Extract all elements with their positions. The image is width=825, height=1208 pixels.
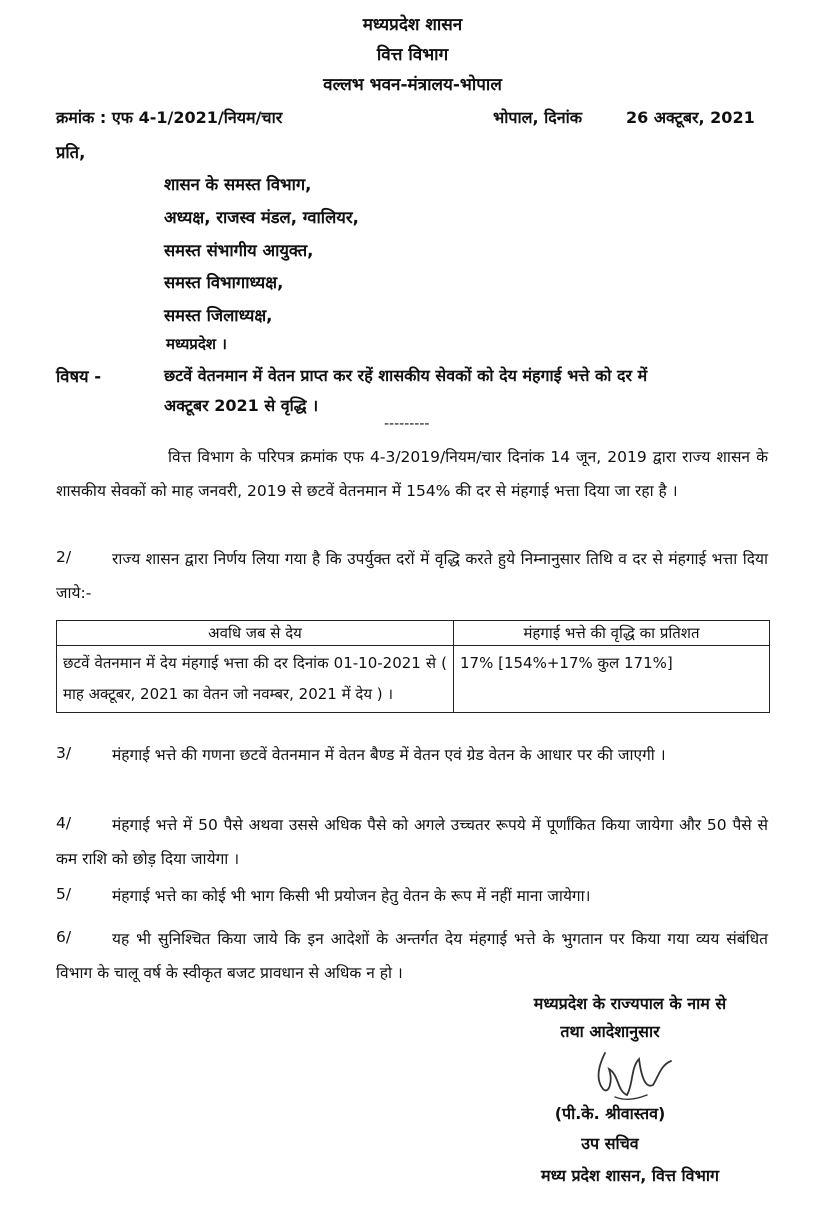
header-line-2: वित्त विभाग <box>376 45 449 65</box>
paragraph-5: मंहगाई भत्ते का कोई भी भाग किसी भी प्रयोजन हेतु वेतन के रूप में नहीं माना जायेगा। <box>112 887 591 905</box>
signature-authority-line-2: तथा आदेशानुसार <box>560 1022 660 1041</box>
recipient-6: मध्यप्रदेश । <box>166 335 227 353</box>
subject-divider: --------- <box>384 416 430 432</box>
reference-number: क्रमांक : एफ 4-1/2021/नियम/चार <box>56 108 283 127</box>
table-header-row <box>57 621 770 646</box>
paragraph-1: वित्त विभाग के परिपत्र क्रमांक एफ 4-3/2019/नियम/चार दिनांक 14 जून, 2019 द्वारा राज्य शासन के शासकीय सेवकों को माह जनवरी, 2019 से छटवें वेतनमान में 154% की दर से मंहगाई भत्ता दिया जा रहा है । <box>56 448 768 500</box>
handwritten-signature <box>575 1045 685 1105</box>
signatory-office: मध्य प्रदेश शासन, वित्त विभाग <box>541 1166 719 1185</box>
signature-authority-line-1: मध्यप्रदेश के राज्यपाल के नाम से <box>533 994 727 1013</box>
paragraph-4: मंहगाई भत्ते में 50 पैसे अथवा उससे अधिक पैसे को अगले उच्चतर रूपये में पूर्णांकित किया जायेगा और 50 पैसे से कम राशि को छोड़ दिया जायेगा । <box>56 816 768 868</box>
table-row <box>57 646 770 713</box>
paragraph-6: यह भी सुनिश्चित किया जाये कि इन आदेशों के अन्तर्गत देय मंहगाई भत्ते के भुगतान पर किया गया व्यय संबंधित विभाग के चालू वर्ष के स्वीकृत बजट प्रावधान से अधिक न हो । <box>56 930 768 982</box>
paragraph-4-number: 4/ <box>56 814 72 832</box>
place-date-label: भोपाल, दिनांक <box>493 108 583 127</box>
subject-line-1: छटवें वेतनमान में वेतन प्राप्त कर रहें शासकीय सेवकों को देय मंहगाई भत्ते को दर में <box>164 366 648 385</box>
dearness-allowance-table <box>56 620 770 713</box>
signatory-name: (पी.के. श्रीवास्तव) <box>554 1104 666 1123</box>
letter-date: 26 अक्टूबर, 2021 <box>626 108 755 127</box>
paragraph-6-number: 6/ <box>56 928 72 946</box>
paragraph-2: राज्य शासन द्वारा निर्णय लिया गया है कि उपर्युक्त दरों में वृद्धि करते हुये निम्नानुसार तिथि व दर से मंहगाई भत्ता दिया जाये:- <box>56 550 768 602</box>
paragraph-3-number: 3/ <box>56 744 72 762</box>
table-cell-increase: 17% [154%+17% कुल 171%] <box>454 646 770 713</box>
paragraph-3: मंहगाई भत्ते की गणना छटवें वेतनमान में वेतन बैण्ड में वेतन एवं ग्रेड वेतन के आधार पर की जाएगी । <box>112 746 666 764</box>
header-line-1: मध्यप्रदेश शासन <box>362 15 463 35</box>
subject-line-2: अक्टूबर 2021 से वृद्धि । <box>164 396 319 415</box>
recipient-1: शासन के समस्त विभाग, <box>164 175 312 194</box>
recipient-3: समस्त संभागीय आयुक्त, <box>164 241 314 260</box>
header-line-3: वल्लभ भवन-मंत्रालय-भोपाल <box>323 75 502 95</box>
to-label: प्रति, <box>56 143 86 162</box>
paragraph-5-number: 5/ <box>56 885 72 903</box>
recipient-4: समस्त विभागाध्यक्ष, <box>164 273 284 292</box>
subject-label: विषय - <box>56 367 102 386</box>
table-header-period: अवधि जब से देय <box>57 621 454 646</box>
table-cell-period: छटवें वेतनमान में देय मंहगाई भत्ता की दर दिनांक 01-10-2021 से ( माह अक्टूबर, 2021 का वेतन जो नवम्बर, 2021 में देय ) । <box>57 646 454 713</box>
signatory-designation: उप सचिव <box>581 1134 639 1153</box>
paragraph-2-number: 2/ <box>56 548 72 566</box>
table-header-increase: मंहगाई भत्ते की वृद्धि का प्रतिशत <box>454 621 770 646</box>
recipient-5: समस्त जिलाध्यक्ष, <box>164 306 273 325</box>
recipient-2: अध्यक्ष, राजस्व मंडल, ग्वालियर, <box>164 208 359 227</box>
